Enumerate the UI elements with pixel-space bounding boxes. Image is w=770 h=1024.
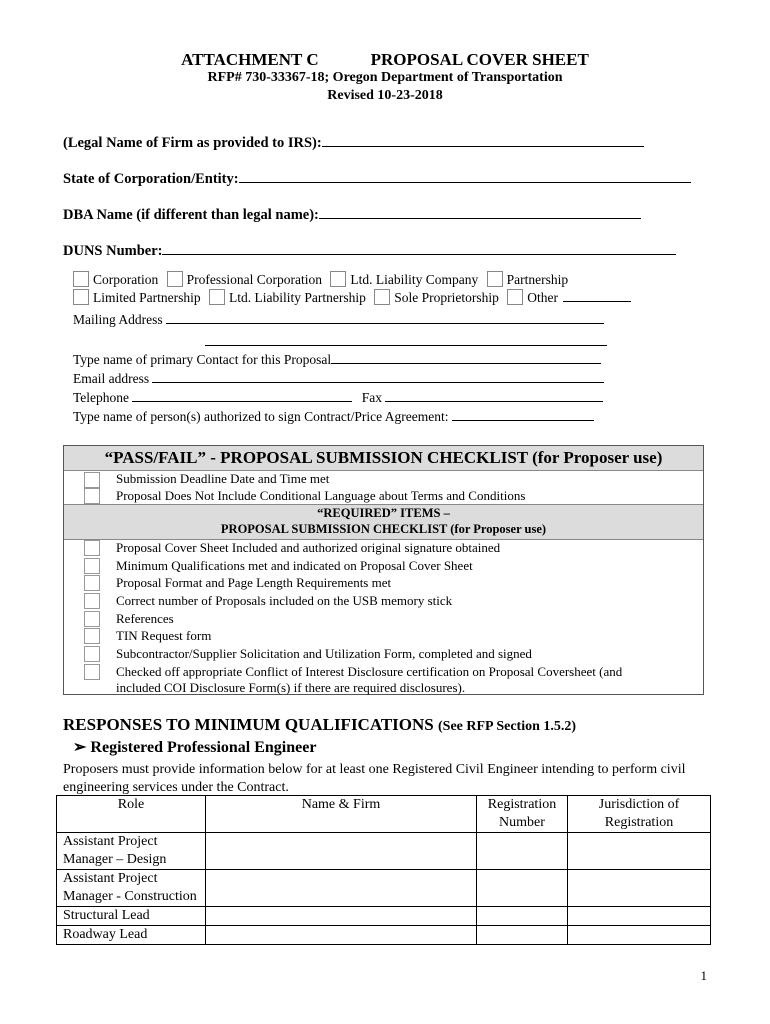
required-item-8: Checked off appropriate Conflict of Interest Disclosure certification on Proposal Coversheet (and: [116, 664, 623, 679]
checklist-title: “PASS/FAIL” - PROPOSAL SUBMISSION CHECKLIST (for Proposer use): [64, 446, 703, 471]
dba-line[interactable]: [319, 204, 641, 219]
other-checkbox[interactable]: [507, 289, 523, 305]
corporation-label: Corporation: [93, 272, 159, 287]
required-checkbox-7[interactable]: [84, 646, 100, 662]
dba-field[interactable]: [63, 204, 641, 224]
partnership-checkbox[interactable]: [487, 271, 503, 287]
entity-type-row-2: [73, 289, 631, 306]
registration-header-1: Registration: [487, 797, 557, 812]
pass-fail-checkbox-1[interactable]: [84, 472, 100, 488]
telephone-line[interactable]: [132, 389, 352, 402]
primary-contact-line[interactable]: [331, 351, 601, 364]
roles-table: [56, 795, 711, 945]
partnership-label: Partnership: [506, 272, 569, 287]
limited-partnership-label: Limited Partnership: [93, 290, 201, 305]
table-row: [57, 926, 711, 945]
attachment-label: ATTACHMENT C: [181, 50, 319, 69]
table-header-row: [57, 796, 711, 833]
state-label: State of Corporation/Entity:: [63, 171, 239, 187]
state-line[interactable]: [239, 168, 691, 183]
role-cell: Assistant Project Manager – Design: [57, 833, 206, 870]
signer-row[interactable]: [73, 408, 594, 425]
duns-label: DUNS Number:: [63, 243, 163, 259]
submission-checklist: [63, 445, 704, 695]
jurisdiction-cell[interactable]: [568, 907, 711, 926]
table-row: [57, 870, 711, 907]
limited-partnership-checkbox[interactable]: [73, 289, 89, 305]
role-cell: Assistant Project Manager - Construction: [57, 870, 206, 907]
llp-label: Ltd. Liability Partnership: [228, 290, 366, 305]
mailing-address-line[interactable]: [166, 311, 604, 324]
required-item-6: TIN Request form: [116, 628, 212, 643]
other-label: Other: [527, 290, 558, 305]
registration-cell[interactable]: [477, 870, 568, 907]
fax-label: Fax: [361, 390, 383, 405]
rpe-subheading-text: Registered Professional Engineer: [90, 739, 317, 756]
jurisdiction-cell[interactable]: [568, 926, 711, 945]
sole-proprietorship-label: Sole Proprietorship: [394, 290, 499, 305]
signer-label: Type name of person(s) authorized to sign Contract/Price Agreement:: [73, 409, 449, 424]
llp-checkbox[interactable]: [209, 289, 225, 305]
required-items-header: [64, 504, 703, 540]
telephone-fax-row[interactable]: [73, 389, 603, 406]
telephone-label: Telephone: [73, 390, 130, 405]
arrow-bullet-icon: ➢: [73, 739, 87, 756]
table-row: [57, 833, 711, 870]
role-cell: Roadway Lead: [57, 926, 206, 945]
email-line[interactable]: [152, 370, 604, 383]
signer-line[interactable]: [452, 408, 594, 421]
jurisdiction-header: [568, 796, 711, 833]
required-checkbox-3[interactable]: [84, 575, 100, 591]
primary-contact-label: Type name of primary Contact for this Proposal: [73, 352, 332, 367]
dba-label: DBA Name (if different than legal name):: [63, 207, 319, 223]
legal-name-field[interactable]: [63, 132, 644, 152]
revised-date: Revised 10-23-2018: [327, 88, 443, 103]
name-firm-cell[interactable]: [206, 926, 477, 945]
table-row: [57, 907, 711, 926]
required-item-7: Subcontractor/Supplier Solicitation and Utilization Form, completed and signed: [116, 646, 532, 661]
role-cell: Structural Lead: [57, 907, 206, 926]
jurisdiction-header-2: Registration: [604, 815, 674, 830]
jurisdiction-cell[interactable]: [568, 833, 711, 870]
required-title-1: “REQUIRED” ITEMS –: [317, 506, 450, 520]
page-number: 1: [700, 968, 707, 983]
name-firm-header: Name & Firm: [206, 796, 477, 833]
required-checkbox-1[interactable]: [84, 540, 100, 556]
required-item-3: Proposal Format and Page Length Requirements met: [116, 575, 392, 590]
registration-header: [477, 796, 568, 833]
legal-name-line[interactable]: [322, 132, 644, 147]
required-checkbox-8[interactable]: [84, 664, 100, 680]
pass-fail-item-2: Proposal Does Not Include Conditional Language about Terms and Conditions: [116, 488, 526, 503]
section-reference: (See RFP Section 1.5.2): [438, 719, 577, 734]
responses-heading-text: RESPONSES TO MINIMUM QUALIFICATIONS: [63, 715, 434, 734]
name-firm-cell[interactable]: [206, 870, 477, 907]
duns-field[interactable]: [63, 240, 676, 260]
duns-line[interactable]: [162, 240, 676, 255]
rpe-subheading: [73, 737, 316, 757]
required-checkbox-2[interactable]: [84, 558, 100, 574]
required-item-5: References: [116, 611, 174, 626]
required-item-1: Proposal Cover Sheet Included and authorized original signature obtained: [116, 540, 501, 555]
rpe-intro: Proposers must provide information below for at least one Registered Civil Engineer intending to perform civil engineering services under the Contract.: [63, 762, 686, 795]
llc-label: Ltd. Liability Company: [350, 272, 479, 287]
name-firm-cell[interactable]: [206, 833, 477, 870]
required-title-2: PROPOSAL SUBMISSION CHECKLIST (for Proposer use): [220, 522, 547, 536]
mailing-address-row[interactable]: [73, 311, 604, 328]
required-checkbox-4[interactable]: [84, 593, 100, 609]
sheet-title: PROPOSAL COVER SHEET: [370, 50, 589, 69]
role-header: Role: [57, 796, 206, 833]
legal-name-label: (Legal Name of Firm as provided to IRS):: [63, 135, 322, 151]
required-checkbox-6[interactable]: [84, 628, 100, 644]
required-checkbox-5[interactable]: [84, 611, 100, 627]
registration-cell[interactable]: [477, 926, 568, 945]
professional-corporation-label: Professional Corporation: [186, 272, 322, 287]
pass-fail-checkbox-2[interactable]: [84, 488, 100, 504]
name-firm-cell[interactable]: [206, 907, 477, 926]
sole-proprietorship-checkbox[interactable]: [374, 289, 390, 305]
document-title: [0, 50, 770, 70]
entity-type-row-1: [73, 271, 573, 288]
email-row[interactable]: [73, 370, 604, 387]
other-line[interactable]: [563, 289, 631, 302]
jurisdiction-header-1: Jurisdiction of: [598, 797, 680, 812]
email-label: Email address: [73, 371, 150, 386]
jurisdiction-cell[interactable]: [568, 870, 711, 907]
pass-fail-item-1: Submission Deadline Date and Time met: [116, 471, 330, 486]
primary-contact-row[interactable]: [73, 351, 601, 368]
required-item-4: Correct number of Proposals included on the USB memory stick: [116, 593, 453, 608]
professional-corporation-checkbox[interactable]: [167, 271, 183, 287]
registration-header-2: Number: [499, 815, 545, 830]
registration-cell[interactable]: [477, 833, 568, 870]
fax-line[interactable]: [385, 389, 603, 402]
registration-cell[interactable]: [477, 907, 568, 926]
mailing-address-row-2[interactable]: [205, 333, 607, 350]
rfp-line: RFP# 730-33367-18; Oregon Department of Transportation: [207, 70, 563, 85]
required-item-8-cont: included COI Disclosure Form(s) if there are required disclosures).: [116, 680, 466, 695]
state-field[interactable]: [63, 168, 691, 188]
llc-checkbox[interactable]: [330, 271, 346, 287]
mailing-address-label: Mailing Address: [73, 312, 163, 327]
corporation-checkbox[interactable]: [73, 271, 89, 287]
entity-info-block: [63, 268, 703, 426]
responses-heading: [63, 715, 576, 735]
required-item-2: Minimum Qualifications met and indicated on Proposal Cover Sheet: [116, 558, 473, 573]
mailing-address-line-2[interactable]: [205, 333, 607, 346]
